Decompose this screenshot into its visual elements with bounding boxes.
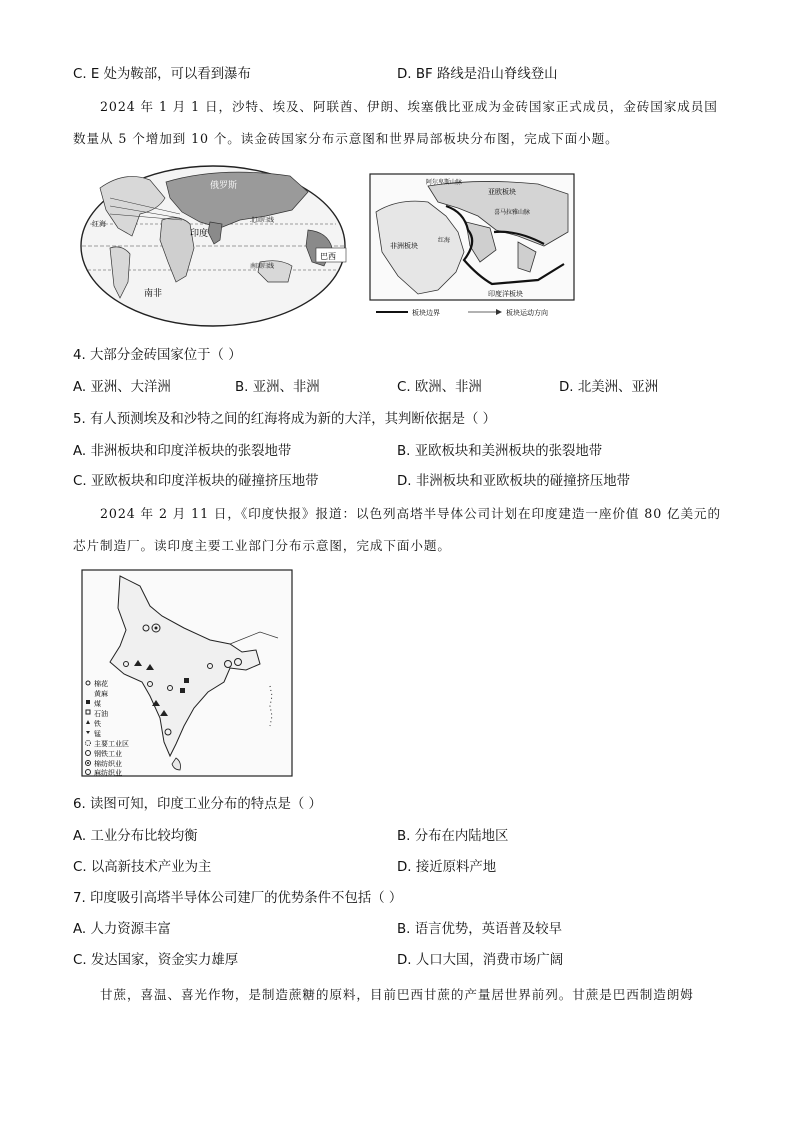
q6-option-d[interactable]: D. 接近原料产地 (397, 860, 497, 875)
map3-legend-0: 棉花 (94, 680, 108, 688)
map3-legend-3: 石油 (94, 710, 108, 718)
map3-legend-7: 钢铁工业 (94, 750, 122, 758)
plate-map (368, 172, 576, 320)
map2-legend-boundary: 板块边界 (412, 309, 440, 317)
q4-option-d[interactable]: D. 北美洲、亚洲 (559, 380, 659, 395)
map2-red-sea-label: 红海 (438, 237, 451, 244)
map3-legend-6: 主要工业区 (94, 740, 129, 748)
map1-red-sea-label: 红海 (92, 220, 106, 228)
q7-option-a[interactable]: A. 人力资源丰富 (73, 922, 171, 937)
intro3-line1: 甘蔗，喜温、喜光作物，是制造蔗糖的原料，目前巴西甘蔗的产量居世界前列。甘蔗是巴西制造朗姆 (100, 987, 694, 1002)
q5-stem: 5. 有人预测埃及和沙特之间的红海将成为新的大洋，其判断依据是（ ） (73, 412, 497, 427)
map1-tropic-cancer: 北回归线 (250, 217, 275, 224)
q6-option-a[interactable]: A. 工业分布比较均衡 (73, 829, 198, 844)
q5-option-a[interactable]: A. 非洲板块和印度洋板块的张裂地带 (73, 444, 292, 459)
q4-stem: 4. 大部分金砖国家位于（ ） (73, 348, 242, 363)
map1-russia-label: 俄罗斯 (210, 181, 238, 191)
q5-option-d[interactable]: D. 非洲板块和亚欧板块的碰撞挤压地带 (397, 474, 631, 489)
india-industry-map (80, 566, 296, 780)
q7-option-c[interactable]: C. 发达国家，资金实力雄厚 (73, 953, 239, 968)
option-d-prev: D. BF 路线是沿山脊线登山 (397, 67, 558, 82)
map3-legend-9: 麻纺织业 (94, 769, 122, 777)
option-c-prev: C. E 处为鞍部，可以看到瀑布 (73, 67, 251, 82)
intro2-line1: 2024 年 2 月 11 日，《印度快报》报道：以色列高塔半导体公司计划在印度建造一座价值 80 亿美元的 (100, 506, 721, 521)
map3-legend-8: 棉纺织业 (94, 760, 122, 768)
q4-option-c[interactable]: C. 欧洲、非洲 (397, 380, 482, 395)
map1-south-africa-label: 南非 (144, 289, 163, 299)
map2-himalaya-label: 喜马拉雅山脉 (494, 209, 531, 216)
q5-option-c[interactable]: C. 亚欧板块和印度洋板块的碰撞挤压地带 (73, 474, 319, 489)
map3-legend-1: 黄麻 (94, 690, 108, 698)
brics-world-map (70, 158, 355, 330)
q6-stem: 6. 读图可知，印度工业分布的特点是（ ） (73, 797, 322, 812)
map1-brazil-label: 巴西 (320, 252, 336, 261)
map3-legend-2: 煤 (94, 700, 101, 708)
q6-option-c[interactable]: C. 以高新技术产业为主 (73, 860, 212, 875)
q6-option-b[interactable]: B. 分布在内陆地区 (397, 829, 509, 844)
map3-legend-4: 铁 (94, 720, 101, 728)
map1-tropic-capricorn: 南回归线 (250, 263, 275, 270)
q4-option-b[interactable]: B. 亚洲、非洲 (235, 380, 320, 395)
intro1-line2: 数量从 5 个增加到 10 个。读金砖国家分布示意图和世界局部板块分布图，完成下面小题。 (73, 131, 619, 146)
q4-option-a[interactable]: A. 亚洲、大洋洲 (73, 380, 171, 395)
q7-option-d[interactable]: D. 人口大国，消费市场广阔 (397, 953, 564, 968)
map2-african-label: 非洲板块 (390, 242, 418, 250)
q7-option-b[interactable]: B. 语言优势，英语普及较早 (397, 922, 562, 937)
intro2-line2: 芯片制造厂。读印度主要工业部门分布示意图，完成下面小题。 (73, 538, 451, 553)
map2-legend-direction: 板块运动方向 (506, 309, 548, 317)
map2-alps-label: 阿尔卑斯山脉 (426, 179, 463, 186)
q5-option-b[interactable]: B. 亚欧板块和美洲板块的张裂地带 (397, 444, 603, 459)
map3-legend-5: 锰 (94, 730, 101, 738)
map2-indian-label: 印度洋板块 (488, 290, 523, 298)
intro1-line1: 2024 年 1 月 1 日，沙特、埃及、阿联酋、伊朗、埃塞俄比亚成为金砖国家正式成员，金砖国家成员国 (100, 99, 718, 114)
q7-stem: 7. 印度吸引高塔半导体公司建厂的优势条件不包括（ ） (73, 891, 403, 906)
map2-eurasian-label: 亚欧板块 (488, 188, 516, 196)
map1-india-label: 印度 (190, 229, 209, 239)
